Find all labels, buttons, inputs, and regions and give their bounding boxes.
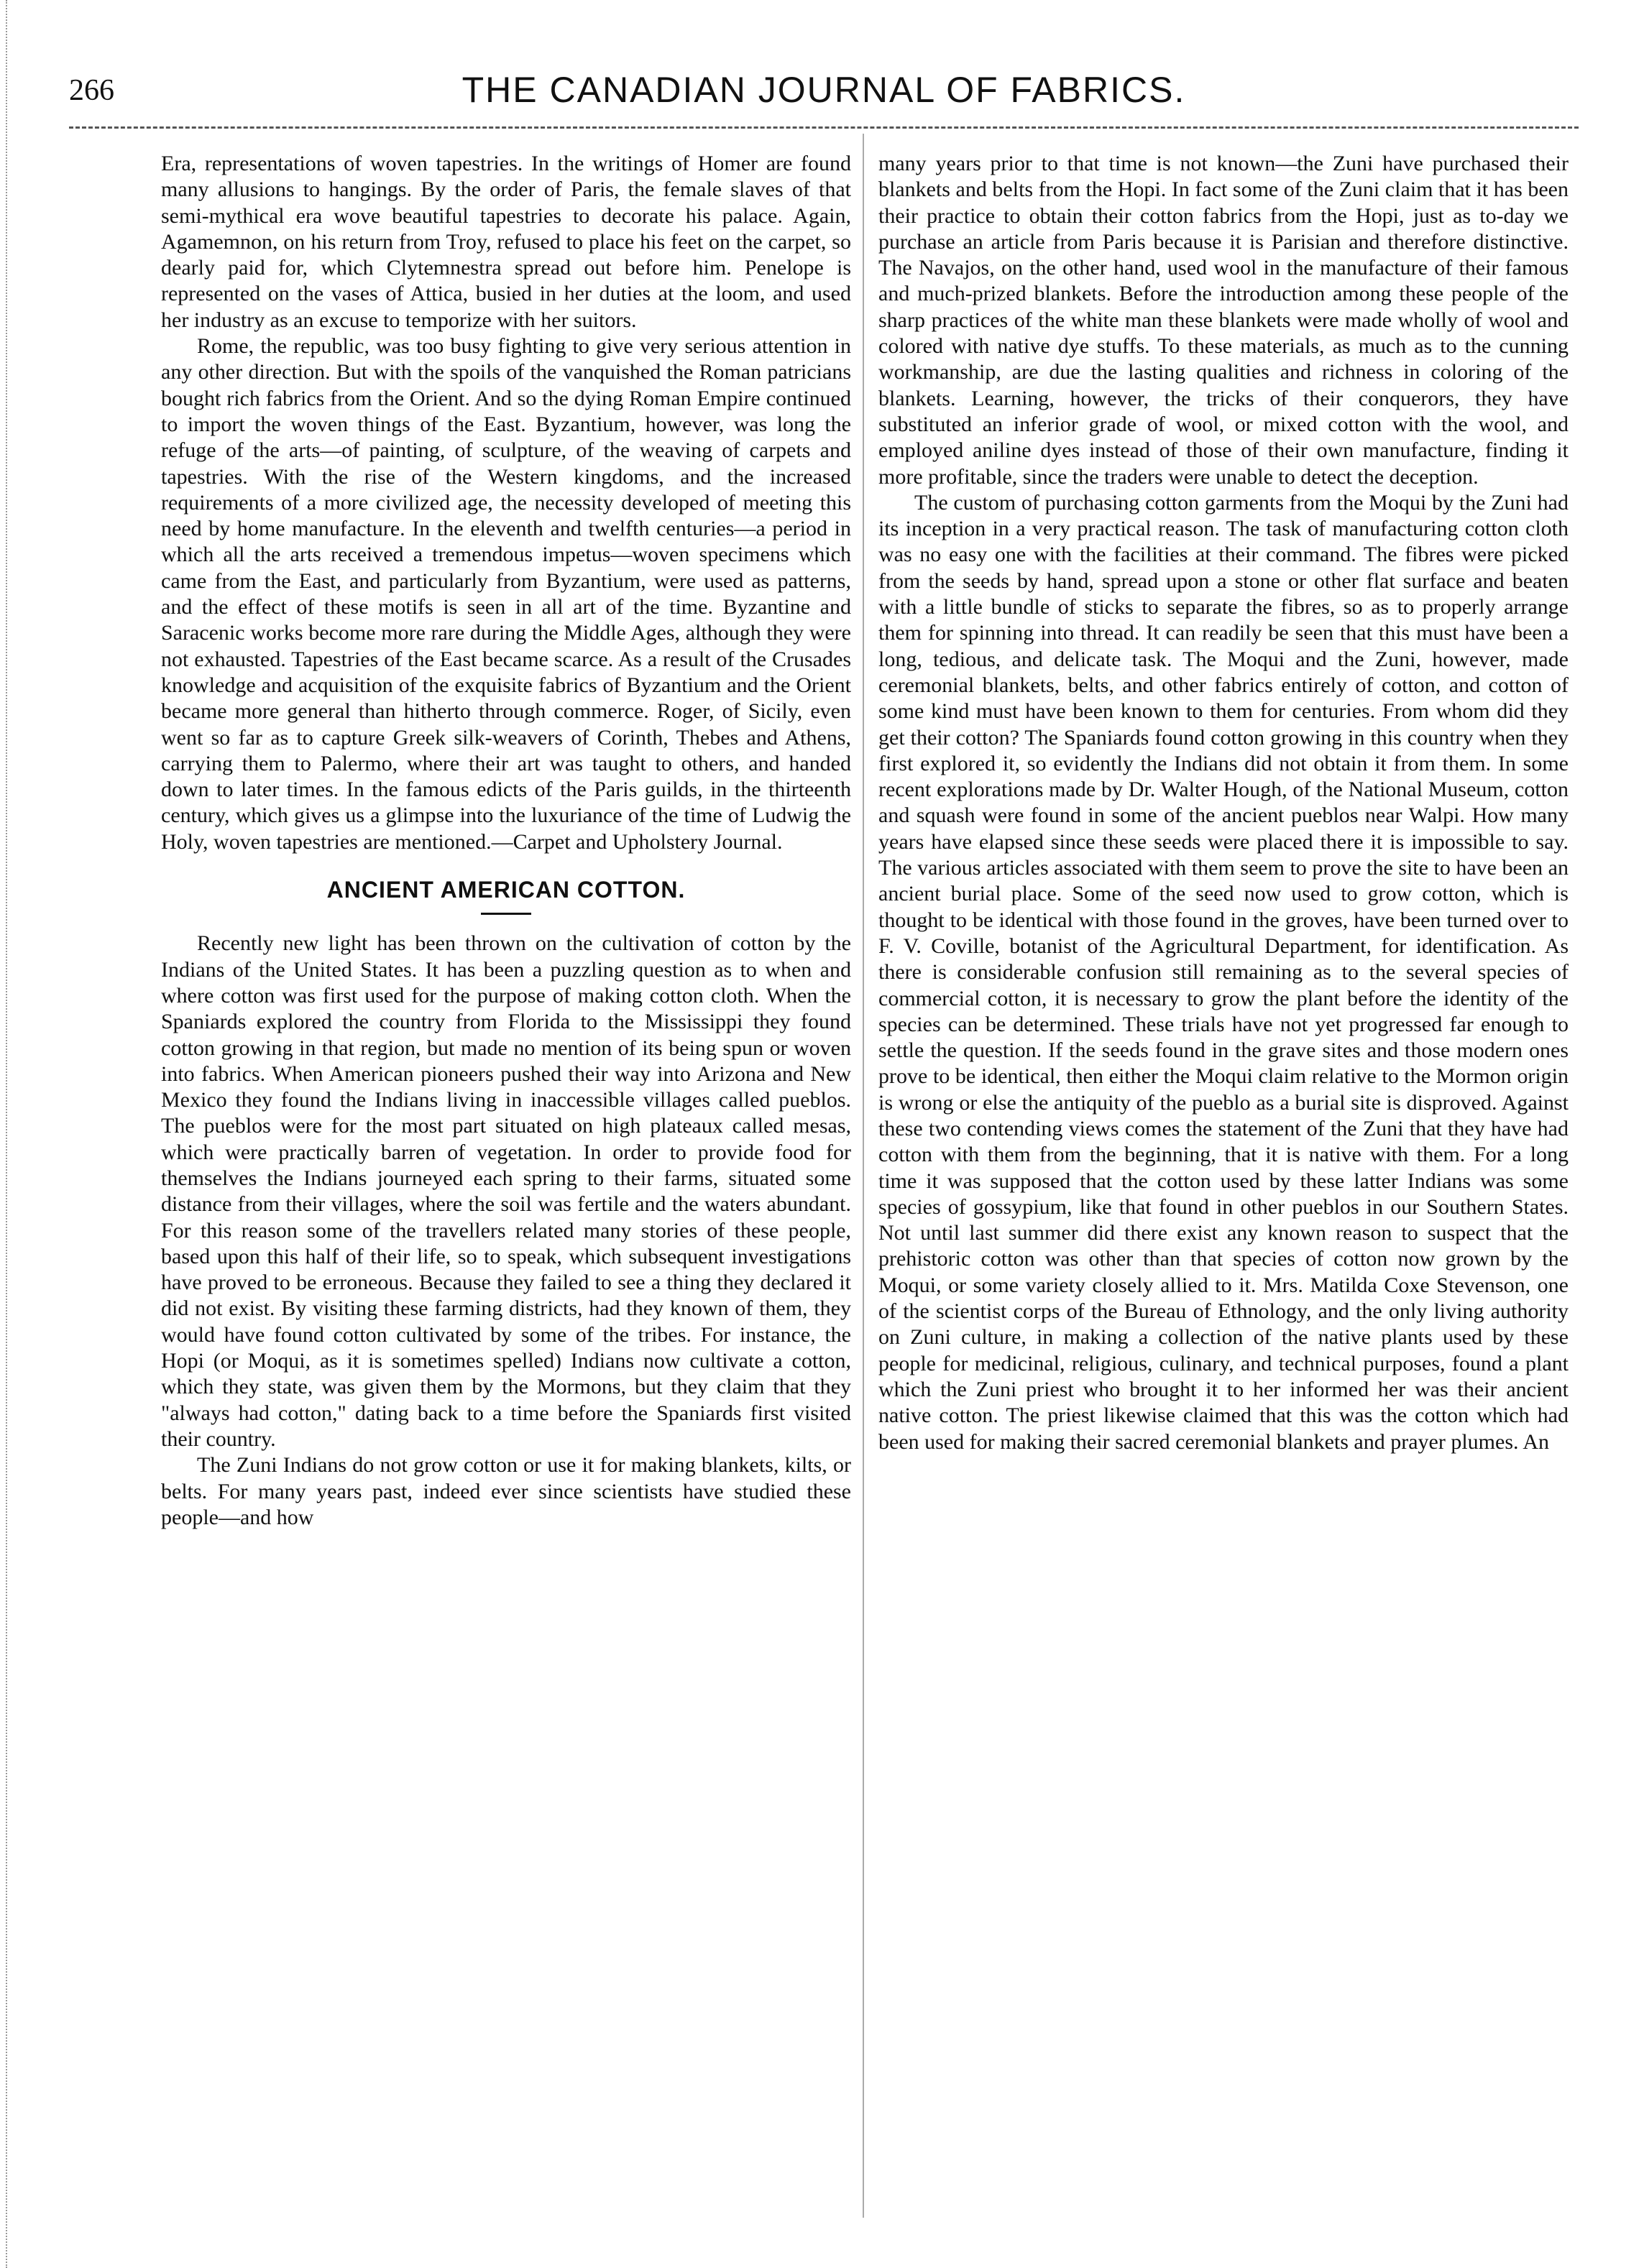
paragraph: many years prior to that time is not known—the Zuni have purchased their blankets and belts from the Hopi. In fact some of the Zuni claim that it has been their practice to obtain their cotton fabrics from the Hopi, just as to-day we purchase an article from Paris because it is Parisian and therefore distinctive. The Navajos, on the other hand, used wool in the manufacture of their famous and much-prized blankets. Before the introduction among these people of the sharp practices of the white man these blankets were made wholly of wool and colored with native dye stuffs. To these materials, as much as to the cunning workmanship, are due the lasting qualities and richness in coloring of the blankets. Learning, however, the tricks of their conquerors, they have substituted an inferior grade of wool, or mixed cotton with the wool, and employed aniline dyes instead of those of their own manufacture, finding it more profitable, since the traders were unable to detect the deception. bbox=[878, 152, 1569, 489]
paragraph: Era, representations of woven tapestries. In the writings of Homer are found many allusions to hangings. By the order of Paris, the female slaves of that semi-mythical era wove beautiful tapestries to decorate his palace. Again, Agamemnon, on his return from Troy, refused to place his feet on the carpet, so dearly paid for, which Clytemnestra spread out before him. Penelope is represented on the vases of Attica, busied in her duties at the loom, and used her industry as an excuse to temporize with her suitors. bbox=[161, 152, 851, 332]
paragraph: Rome, the republic, was too busy fighting to give very serious attention in any other direction. But with the spoils of the vanquished the Roman patricians bought rich fabrics from the Orient. And so the dying Roman Empire continued to import the woven things of the East. Byzantium, however, was long the refuge of the arts—of painting, of sculpture, of the weaving of carpets and tapestries. With the rise of the Western kingdoms, and the increased requirements of a more civilized age, the necessity developed of meeting this need by home manufacture. In the eleventh and twelfth centuries—a period in which all the arts received a tremendous impetus—woven specimens which came from the East, and particularly from Byzantium, were used as patterns, and the effect of these motifs is seen in all art of the time. Byzantine and Saracenic works become more rare during the Middle Ages, although they were not exhausted. Tapestries of the East became scarce. As a result of the Crusades knowledge and acquisition of the exquisite fabrics of Byzantium and the Orient became more general than hitherto through commerce. Roger, of Sicily, even went so far as to capture Greek silk-weavers of Corinth, Thebes and Athens, carrying them to Palermo, where their art was taught to others, and handed down to later times. In the famous edicts of the Paris guilds, in the thirteenth century, which gives us a glimpse into the luxuriance of the time of Ludwig the Holy, woven tapestries are mentioned.—Carpet and Upholstery Journal. bbox=[161, 334, 851, 854]
paragraph: The Zuni Indians do not grow cotton or use it for making blankets, kilts, or belts. For many years past, indeed ever since scientists have studied these people—and how bbox=[161, 1453, 851, 1529]
header-rule bbox=[69, 126, 1579, 129]
section-rule bbox=[481, 913, 531, 915]
page-edge-border bbox=[0, 0, 7, 2268]
paragraph: The custom of purchasing cotton garments from the Moqui by the Zuni had its inception in a very practical reason. The task of manufacturing cotton cloth was no easy one with the facilities at their command. The fibres were picked from the seeds by hand, spread upon a stone or other flat surface and beaten with a little bundle of sticks to separate the fibres, so as to properly arrange them for spinning into thread. It can readily be seen that this must have been a long, tedious, and delicate task. The Moqui and the Zuni, however, made ceremonial blankets, belts, and other fabrics entirely of cotton, and cotton of some kind must have been known to them for centuries. From whom did they get their cotton? The Spaniards found cotton growing in this country when they first explored it, so evidently the Indians did not obtain it from them. In some recent explorations made by Dr. Walter Hough, of the National Museum, cotton and squash were found in some of the ancient pueblos near Walpi. How many years have elapsed since these seeds were placed there it is impossible to say. The various articles associated with them seem to prove the site to have been an ancient burial place. Some of the seed now used to grow cotton, which is thought to be identical with those found in the groves, have been turned over to F. V. Coville, botanist of the Agricultural Department, for identification. As there is considerable confusion still remaining as to the several species of commercial cotton, it is necessary to grow the plant before the identity of the species can be determined. These trials have not yet progressed far enough to settle the question. If the seeds found in the grave sites and those modern ones prove to be identical, then either the Moqui claim relative to the Mormon origin is wrong or else the antiquity of the pueblo as a burial site is disproved. Against these two contending views comes the statement of the Zuni that they have had cotton with them from the beginning, that it is native with them. For a long time it was supposed that the cotton used by these latter Indians was some species of gossypium, like that found in other pueblos in our Southern States. Not until last summer did there exist any known reason to suspect that the prehistoric cotton was other than that species of cotton now grown by the Moqui, or some variety closely allied to it. Mrs. Matilda Coxe Stevenson, one of the scientist corps of the Bureau of Ethnology, and the only living authority on Zuni culture, in making a collection of the native plants used by these people for medicinal, religious, culinary, and technical purposes, found a plant which the Zuni priest who brought it to her informed her was their ancient native cotton. The priest likewise claimed that this was the cotton which had been used for making their sacred ceremonial blankets and prayer plumes. An bbox=[878, 490, 1569, 1454]
paragraph: Recently new light has been thrown on the cultivation of cotton by the Indians of the United States. It has been a puzzling question as to when and where cotton was first used for the purpose of making cotton cloth. When the Spaniards explored the country from Florida to the Mississippi they found cotton growing in that region, but made no mention of its being spun or woven into fabrics. When American pioneers pushed their way into Arizona and New Mexico they found the Indians living in inaccessible villages called pueblos. The pueblos were for the most part situated on high plateaux called mesas, which were practically barren of vegetation. In order to provide food for themselves the Indians journeyed each spring to their farms, situated some distance from their villages, where the soil was fertile and the waters abundant. For this reason some of the travellers related many stories of these people, based upon this half of their life, so to speak, which subsequent investigations have proved to be erroneous. Because they failed to see a thing they declared it did not exist. By visiting these farming districts, had they known of them, they would have found cotton cultivated by some of the tribes. For instance, the Hopi (or Moqui, as it is sometimes spelled) Indians now cultivate a cotton, which they state, was given them by the Mormons, but they claim that they "always had cotton," dating back to a time before the Spaniards first visited their country. bbox=[161, 931, 851, 1451]
column-divider bbox=[863, 134, 864, 2218]
page-header bbox=[69, 69, 1579, 119]
section-heading: ANCIENT AMERICAN COTTON. bbox=[326, 877, 686, 903]
page-number: 266 bbox=[69, 74, 114, 107]
right-column bbox=[878, 151, 1569, 1455]
left-column bbox=[161, 151, 851, 1531]
journal-title: THE CANADIAN JOURNAL OF FABRICS. bbox=[461, 70, 1186, 110]
